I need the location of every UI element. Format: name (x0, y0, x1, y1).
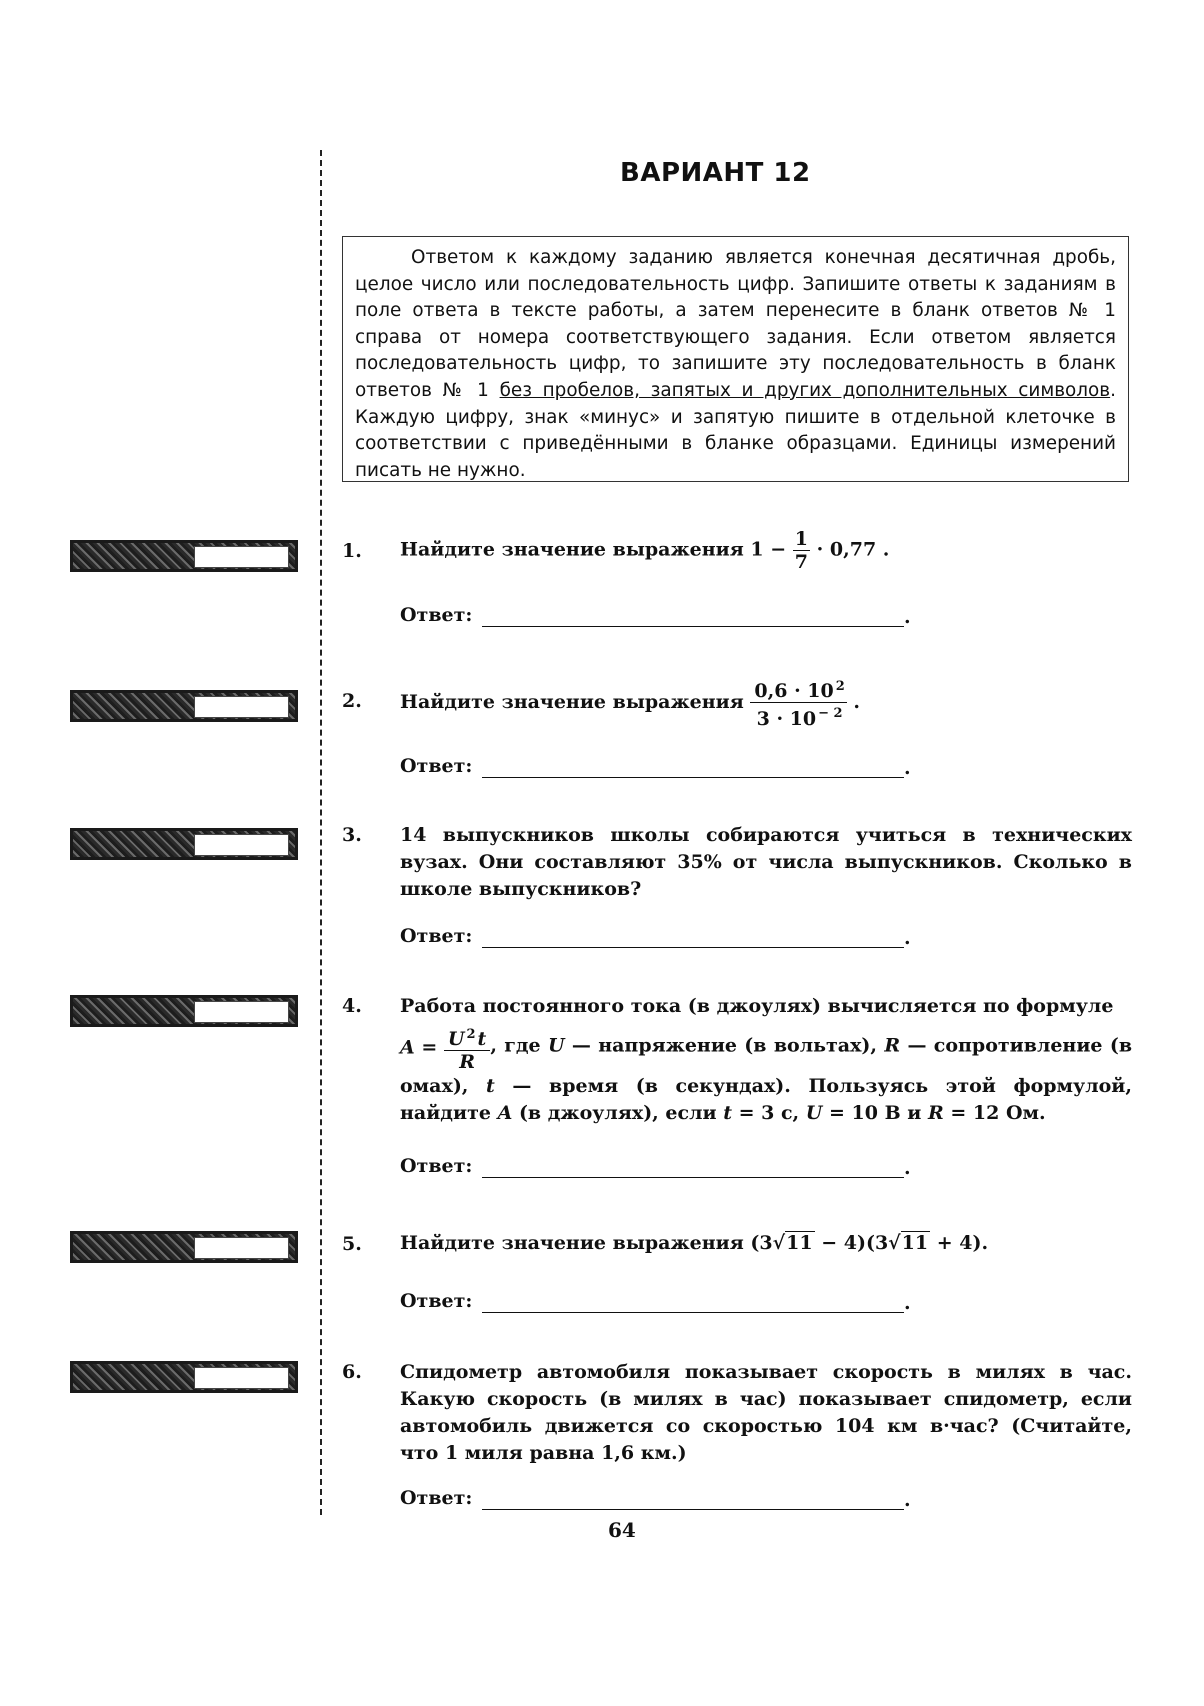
var-u: U (547, 1034, 565, 1057)
task-4-line-1: Работа постоянного тока (в джоулях) вычисляется по формуле (400, 995, 1114, 1017)
answer-end: . (904, 1489, 911, 1511)
task-2-expression (750, 676, 860, 730)
task-4-seg-f: (в джоулях), если (518, 1102, 717, 1125)
num-exponent: 2 (466, 1027, 476, 1042)
task-4-seg-i: = 12 Ом. (950, 1102, 1046, 1125)
answer-label: Ответ: (400, 1487, 473, 1509)
cond-u: U (805, 1102, 823, 1125)
task-3-text: 14 выпускников школы собираются учиться в технических вузах. Они составляют 35% от числа выпускников. Сколько в школе выпускников? (400, 824, 1132, 900)
task-marker-6 (70, 1361, 298, 1393)
expr-post: . (981, 1232, 989, 1254)
cond-t: t (723, 1102, 732, 1125)
answer-field-3[interactable] (482, 925, 904, 948)
expr-c: − 4)(3 (821, 1232, 889, 1254)
task-marker-3 (70, 828, 298, 860)
sqrt-radicand: 11 (786, 1232, 813, 1254)
marker-window (194, 1237, 289, 1259)
marker-window (194, 1367, 289, 1389)
expr-post: · 0,77 . (816, 538, 890, 561)
answer-field-5[interactable] (482, 1290, 904, 1313)
fraction-denominator: R (459, 1051, 475, 1074)
fraction-denominator (750, 703, 846, 729)
fraction (444, 1024, 490, 1073)
fraction (793, 528, 810, 573)
answer-label: Ответ: (400, 755, 473, 777)
task-6-text: Спидометр автомобиля показывает скорость в милях в час. Какую скорость (в милях в час) показывает спидометр, если автомобиль движется со скоростью 104 км в·час? (Считайте, что 1 миля равна 1,6 км.) (400, 1361, 1132, 1464)
marker-window (194, 546, 289, 568)
answer-field-6[interactable] (482, 1487, 904, 1510)
answer-end: . (904, 606, 911, 628)
answer-field-1[interactable] (482, 604, 904, 627)
den-exponent: − 2 (818, 706, 843, 722)
task-1-prompt: Найдите значение выражения (400, 538, 744, 561)
task-5-prompt: Найдите значение выражения (400, 1232, 744, 1254)
task-5-expression: (3√11 − 4)(3√11 + 4). (750, 1232, 989, 1254)
answer-label: Ответ: (400, 1155, 473, 1177)
task-4-seg-e: — время (в секундах). Пользуясь этой формулой, найдите (400, 1075, 1132, 1125)
den-base: 3 · 10 (756, 707, 817, 730)
cond-r: R (927, 1102, 944, 1125)
answer-field-4[interactable] (482, 1155, 904, 1178)
task-marker-5 (70, 1231, 298, 1263)
task-4-text (400, 993, 1132, 1127)
task-marker-2 (70, 690, 298, 722)
task-marker-4 (70, 995, 298, 1027)
expr-a: (3 (750, 1232, 773, 1254)
answer-end: . (904, 757, 911, 779)
marker-window (194, 1001, 289, 1023)
answer-label: Ответ: (400, 925, 473, 947)
fraction-numerator: 1 (794, 528, 809, 550)
cut-line (320, 150, 322, 1515)
task-4-seg-h: = 10 В и (828, 1102, 922, 1125)
fraction-numerator (750, 676, 846, 703)
num-base: 0,6 · 10 (754, 680, 834, 703)
task-4-seg-g: = 3 с, (738, 1102, 800, 1125)
task-number: 4. (342, 995, 362, 1017)
task-number: 1. (342, 540, 362, 562)
task-marker-1 (70, 540, 298, 572)
num-t: t (477, 1028, 487, 1051)
num-exponent: 2 (835, 679, 845, 694)
task-1-text (400, 528, 1132, 573)
answer-end: . (904, 1157, 911, 1179)
task-2-text (400, 676, 1132, 730)
expr-e: + 4) (936, 1232, 982, 1254)
task-4-formula (400, 1024, 490, 1073)
task-4-seg-b: , где (490, 1034, 541, 1057)
instructions-text-1: Ответом к каждому заданию является конечная десятичная дробь, целое число или последовательность цифр. Запишите ответы к заданиям в поле ответа в тексте работы, а затем перенесите в бланк ответов № 1 справа от номера соответствующего задания. Если ответом является последовательность цифр, то запишите эту последовательность в бланк ответов № 1 (355, 247, 1116, 401)
page-number: 64 (608, 1518, 636, 1542)
task-1-expression (750, 528, 889, 573)
instructions-underlined: без пробелов, запятых и других дополнительных символов (499, 379, 1111, 401)
sqrt-radicand: 11 (901, 1232, 929, 1254)
task-number: 6. (342, 1361, 362, 1383)
marker-window (194, 696, 289, 718)
task-5-text (400, 1230, 1132, 1257)
task-4-seg-d: — сопротивление (в омах), (400, 1034, 1133, 1098)
expr-post: . (853, 690, 861, 713)
task-number: 5. (342, 1233, 362, 1255)
answer-end: . (904, 1292, 911, 1314)
formula-lhs: A = (400, 1036, 438, 1059)
task-2-prompt: Найдите значение выражения (400, 690, 744, 713)
num-u: U (447, 1028, 465, 1051)
var-a: A (497, 1102, 513, 1125)
answer-end: . (904, 927, 911, 949)
answer-field-2[interactable] (482, 755, 904, 778)
instructions-text-2: . Каждую цифру, знак «минус» и запятую пишите в отдельной клеточке в соответствии с приведёнными в бланке образцами. Единицы измерений писать не нужно. (355, 379, 1116, 481)
var-t: t (486, 1075, 495, 1098)
instructions-box (342, 236, 1129, 482)
task-4-seg-c: — напряжение (в вольтах), (571, 1034, 877, 1057)
task-number: 2. (342, 690, 362, 712)
expr-pre: 1 − (750, 538, 787, 561)
var-r: R (884, 1034, 901, 1057)
marker-window (194, 834, 289, 856)
fraction-numerator (444, 1024, 490, 1051)
page-title: ВАРИАНТ 12 (620, 158, 811, 188)
fraction (750, 676, 846, 730)
fraction-denominator: 7 (794, 551, 809, 573)
answer-label: Ответ: (400, 1290, 473, 1312)
task-number: 3. (342, 824, 362, 846)
answer-label: Ответ: (400, 604, 473, 626)
